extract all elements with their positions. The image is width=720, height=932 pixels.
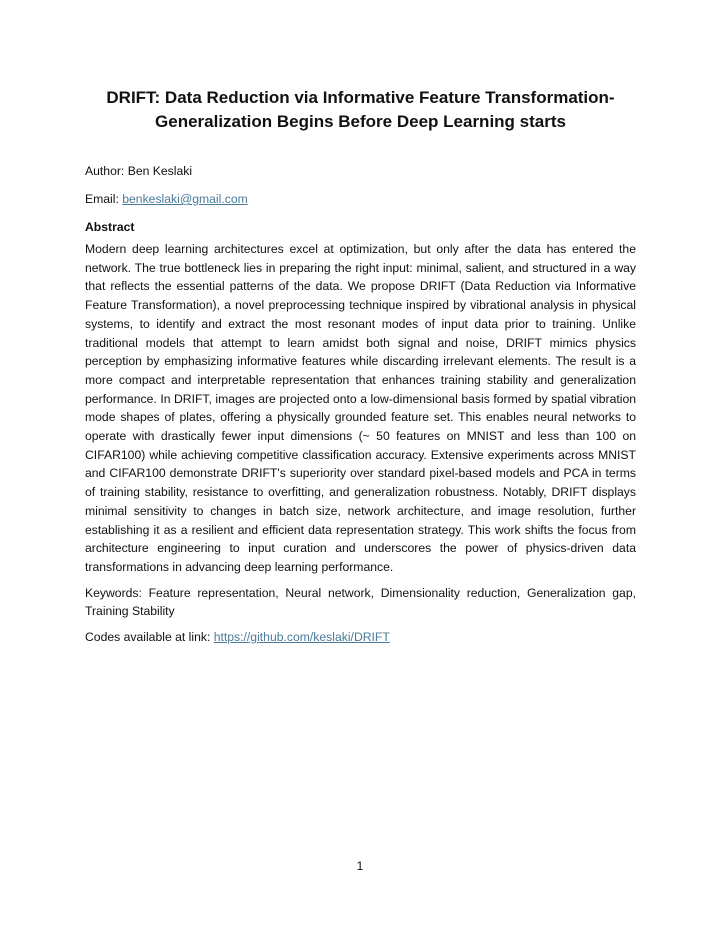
- author-name: Ben Keslaki: [127, 164, 193, 178]
- email-label: Email:: [85, 192, 123, 206]
- abstract-body: Modern deep learning architectures excel at optimization, but only after the data has entered the network. The true bottleneck lies in preparing the right input: minimal, salient, and structured in a way that reflects the essential patterns of the data. We propose DRIFT (Data Reduction via Informative Feature Transformation), a novel preprocessing technique inspired by vibrational analysis in physical systems, to identify and extract the most resonant modes of input data prior to training. Unlike traditional models that attempt to learn amidst both signal and noise, DRIFT mimics physics perception by emphasizing informative features while discarding irrelevant elements. The result is a more compact and interpretable representation that enhances training stability and generalization performance. In DRIFT, images are projected onto a low-dimensional basis formed by spatial vibration mode shapes of plates, offering a physically grounded feature set. This enables neural networks to operate with drastically fewer input dimensions (~ 50 features on MNIST and less than 100 on CIFAR100) while achieving competitive classification accuracy. Extensive experiments across MNIST and CIFAR100 demonstrate DRIFT's superiority over standard pixel-based models and PCA in terms of training stability, resistance to overfitting, and generalization robustness. Notably, DRIFT displays minimal sensitivity to changes in batch size, network architecture, and image resolution, further establishing it as a resilient and efficient data representation strategy. This work shifts the focus from architecture engineering to input curation and underscores the power of physics-driven data transformations in advancing deep learning performance.: [85, 242, 636, 574]
- abstract-heading: Abstract: [85, 220, 135, 234]
- code-repository-link[interactable]: https://github.com/keslaki/DRIFT: [213, 630, 390, 645]
- paper-title: DRIFT: Data Reduction via Informative Feature Transformation- Generalization Begins Before Deep Learning starts: [106, 88, 615, 131]
- paper-content: [85, 86, 636, 647]
- page-number: 1: [356, 859, 364, 873]
- codes-label: Codes available at link:: [85, 630, 214, 645]
- email-link[interactable]: benkeslaki@gmail.com: [122, 192, 248, 206]
- email-line: [85, 191, 636, 207]
- author-label: Author:: [85, 164, 128, 178]
- author-line: [85, 163, 636, 179]
- keywords: Keywords: Feature representation, Neural network, Dimensionality reduction, Generalization gap, Training Stability: [85, 585, 636, 619]
- codes-line: [85, 628, 636, 647]
